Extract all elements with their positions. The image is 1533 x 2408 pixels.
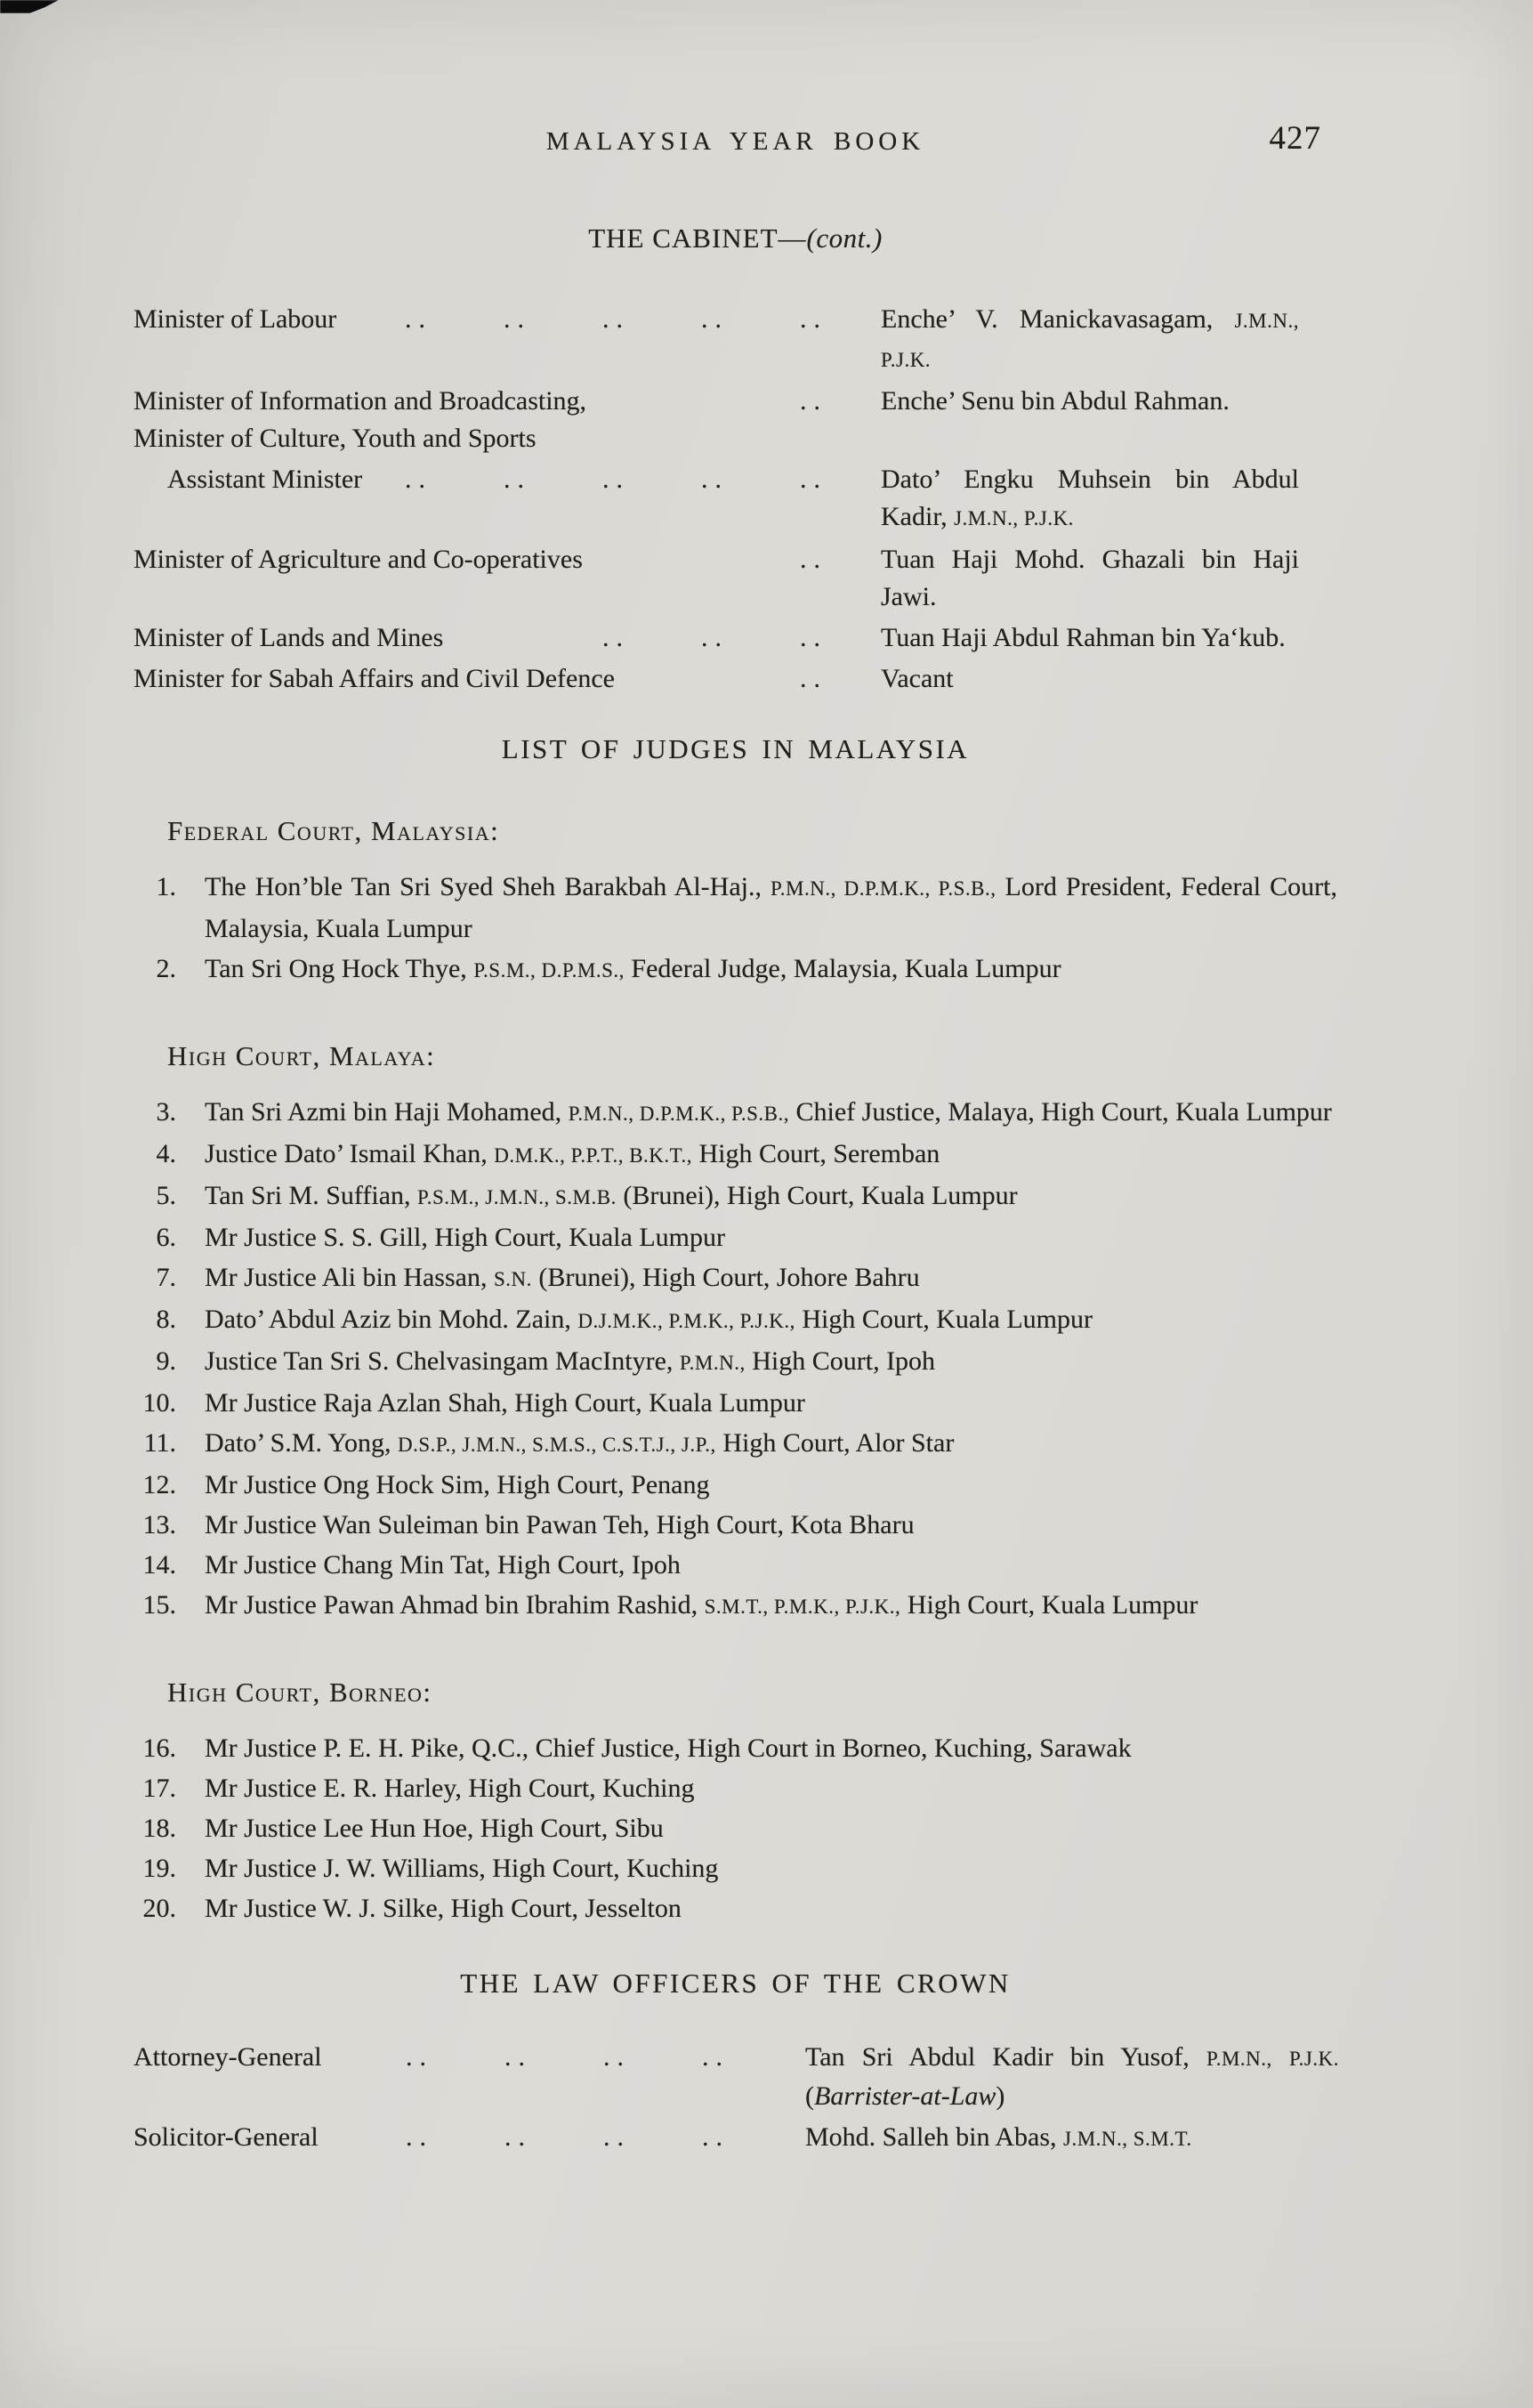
honorific-abbrev: S.N. [493, 1268, 532, 1290]
officer-row [133, 383, 1337, 457]
officeholder-name [805, 2039, 1339, 2115]
office-title: Minister of Labour [133, 304, 337, 334]
entry-text [205, 1134, 1337, 1176]
entry-number: 11. [143, 1428, 176, 1458]
section-heading-law-officers: THE LAW OFFICERS OF THE CROWN [460, 1968, 1011, 1999]
text-segment: Mr Justice E. R. Harley, High Court, Kuching [205, 1774, 695, 1803]
office-line [133, 2039, 756, 2076]
dot-leader [336, 301, 881, 338]
officer-row [133, 2119, 1337, 2158]
entry-text [205, 1423, 1337, 1465]
judge-entry [133, 1768, 1337, 1808]
officer-row [133, 301, 1337, 379]
dot-leader [322, 2039, 756, 2076]
dot-pair: .. [405, 304, 432, 334]
entry-number: 13. [142, 1510, 176, 1539]
entry-number: 10. [142, 1388, 176, 1418]
judge-entry [133, 1465, 1337, 1505]
dot-leader [583, 541, 881, 578]
officer-row [133, 461, 1337, 537]
dot-pair: .. [406, 2042, 433, 2072]
text-segment: Enche’ Senu bin Abdul Rahman. [881, 386, 1230, 416]
dot-pair: .. [504, 304, 531, 334]
judge-entry [133, 1299, 1337, 1341]
office-line [133, 461, 881, 498]
dot-pair: .. [603, 2122, 631, 2152]
entry-text [205, 1176, 1337, 1217]
entry-number: 14. [142, 1550, 176, 1580]
entry-text [205, 1848, 1337, 1888]
office-title: Minister of Information and Broadcasting, [133, 386, 587, 416]
court-heading: Federal Court, Malaysia: [167, 815, 500, 846]
entry-number: 9. [156, 1346, 176, 1376]
dot-pair: .. [800, 623, 827, 652]
text-segment: Tuan Haji Abdul Rahman bin Ya‘kub. [881, 623, 1286, 652]
entry-text [205, 1383, 1337, 1423]
text-segment: High Court, Seremban [692, 1139, 940, 1168]
judge-entry [133, 1423, 1337, 1465]
judges-list [133, 815, 1337, 1928]
honorific-abbrev: D.S.P., J.M.N., S.M.S., C.S.T.J., J.P., [398, 1434, 716, 1456]
honorific-abbrev: J.M.N., P.J.K. [881, 310, 1299, 371]
text-segment: Tan Sri M. Suffian, [205, 1181, 418, 1210]
law-officers-list [133, 2039, 1337, 2158]
text-segment: Mr Justice S. S. Gill, High Court, Kuala Lumpur [205, 1223, 725, 1252]
judge-entries [133, 1728, 1337, 1928]
running-header [133, 0, 1337, 157]
dot-pair: .. [701, 465, 729, 494]
dot-pair: .. [800, 304, 827, 334]
dot-leader [615, 660, 881, 698]
text-segment: Tan Sri Abdul Kadir bin Yusof, [805, 2042, 1206, 2072]
text-segment: High Court, Kuala Lumpur [795, 1305, 1093, 1334]
entry-number: 5. [156, 1181, 176, 1210]
cabinet-heading-cont: (cont.) [806, 222, 883, 254]
office-title-cell [133, 383, 881, 457]
entry-text [205, 1299, 1337, 1341]
entry-number: 20. [142, 1894, 176, 1923]
cabinet-list [133, 301, 1337, 698]
honorific-abbrev: J.M.N., P.J.K. [954, 507, 1074, 529]
office-title-cell [133, 660, 881, 698]
judge-entry [133, 1728, 1337, 1768]
text-segment: Dato’ Abdul Aziz bin Mohd. Zain, [205, 1305, 578, 1334]
dot-pair: .. [701, 623, 729, 652]
text-segment: Chief Justice, Malaya, High Court, Kuala Lumpur [789, 1097, 1332, 1127]
entry-number: 18. [142, 1814, 176, 1843]
judge-entry [133, 1092, 1337, 1134]
text-segment: Dato’ Engku Muhsein bin Abdul Kadir, [881, 465, 1299, 531]
text-segment: Mr Justice Wan Suleiman bin Pawan Teh, High Court, Kota Bharu [205, 1510, 915, 1539]
italic-text: Barrister-at-Law [814, 2081, 996, 2111]
officer-row [133, 619, 1337, 657]
text-segment: Justice Tan Sri S. Chelvasingam MacIntyre, [205, 1346, 680, 1376]
office-title: Attorney-General [133, 2042, 322, 2072]
text-segment: Federal Judge, Malaysia, Kuala Lumpur [624, 954, 1061, 983]
dot-pair: .. [800, 465, 827, 494]
honorific-abbrev: P.M.N., D.P.M.K., P.S.B., [771, 877, 996, 900]
honorific-abbrev: J.M.N., S.M.T. [1063, 2128, 1192, 2150]
judge-entry [133, 1848, 1337, 1888]
court-section [133, 1040, 1337, 1627]
dot-pair: .. [504, 2122, 532, 2152]
entry-text [205, 1505, 1337, 1545]
judge-entry [133, 1545, 1337, 1585]
text-segment [1272, 2042, 1289, 2072]
judge-entry [133, 1383, 1337, 1423]
entry-text [205, 1585, 1337, 1627]
entry-text [205, 1257, 1337, 1299]
entry-number: 8. [156, 1305, 176, 1334]
dot-pair: .. [504, 465, 531, 494]
office-line [133, 619, 881, 657]
text-segment: Tuan Haji Mohd. Ghazali bin Haji Jawi. [881, 545, 1299, 611]
entry-number: 6. [156, 1223, 176, 1252]
judge-entry [133, 1585, 1337, 1627]
section-heading-cabinet [133, 222, 1337, 255]
text-segment: Tan Sri Azmi bin Haji Mohamed, [205, 1097, 569, 1127]
text-segment: High Court, Alor Star [715, 1428, 955, 1458]
office-title-cell [133, 619, 881, 657]
office-line [133, 541, 881, 578]
entry-text [205, 1465, 1337, 1505]
judge-entry [133, 1217, 1337, 1257]
honorific-abbrev: P.M.N., D.P.M.K., P.S.B., [568, 1103, 790, 1125]
text-segment: (Brunei), High Court, Johore Bahru [531, 1263, 920, 1292]
entry-number: 7. [156, 1263, 176, 1292]
text-segment: Mr Justice Chang Min Tat, High Court, Ipoh [205, 1550, 681, 1580]
entry-text [205, 1092, 1337, 1134]
page-number: 427 [1269, 120, 1321, 157]
officeholder-name [881, 301, 1299, 379]
entry-text [205, 1768, 1337, 1808]
text-segment: The Hon’ble Tan Sri Syed Sheh Barakbah Al-Haj., [205, 872, 771, 901]
entry-number: 2. [156, 954, 176, 983]
honorific-abbrev: P.M.N., [679, 1352, 746, 1374]
entry-number: 17. [142, 1774, 176, 1803]
entry-text [205, 1341, 1337, 1383]
dot-pair: .. [702, 2042, 730, 2072]
dot-pair: .. [602, 623, 630, 652]
judge-entries [133, 867, 1337, 990]
entry-text [205, 1545, 1337, 1585]
office-title-cell [133, 541, 881, 578]
court-heading: High Court, Borneo: [167, 1677, 432, 1708]
court-section [133, 815, 1337, 990]
dot-pair: .. [702, 2122, 730, 2152]
text-segment: Mr Justice J. W. Williams, High Court, Kuching [205, 1854, 719, 1883]
officeholder-name [881, 660, 1299, 698]
dot-pair: .. [800, 386, 827, 416]
text-segment: Enche’ V. Manickavasagam, [881, 304, 1235, 334]
office-title: Minister of Lands and Mines [133, 623, 444, 652]
dot-pair: .. [406, 2122, 433, 2152]
text-segment: Mr Justice Lee Hun Hoe, High Court, Sibu [205, 1814, 664, 1843]
text-segment: Mr Justice W. J. Silke, High Court, Jesselton [205, 1894, 682, 1923]
dot-pair: .. [504, 2042, 532, 2072]
text-segment: ) [996, 2081, 1005, 2111]
section-heading-judges: LIST OF JUDGES IN MALAYSIA [501, 733, 970, 764]
judge-entry [133, 867, 1337, 949]
dot-pair: .. [603, 2042, 631, 2072]
dot-pair: .. [800, 664, 827, 693]
judge-entry [133, 949, 1337, 990]
text-segment: Mr Justice P. E. H. Pike, Q.C., Chief Justice, High Court in Borneo, Kuching, Sarawak [205, 1733, 1132, 1763]
honorific-abbrev: D.J.M.K., P.M.K., P.J.K., [577, 1310, 795, 1332]
honorific-abbrev: P.S.M., D.P.M.S., [473, 959, 625, 982]
judge-entry [133, 1176, 1337, 1217]
judge-entries [133, 1092, 1337, 1627]
office-line [133, 420, 881, 457]
entry-text [205, 867, 1337, 949]
office-title-cell [133, 461, 881, 498]
entry-number: 4. [156, 1139, 176, 1168]
officeholder-name [881, 619, 1299, 657]
dot-leader [319, 2119, 756, 2156]
judge-entry [133, 1341, 1337, 1383]
office-line [133, 2119, 756, 2156]
entry-text [205, 1217, 1337, 1257]
text-segment: Mr Justice Ong Hock Sim, High Court, Penang [205, 1470, 710, 1499]
dot-leader [362, 461, 881, 498]
office-title: Minister for Sabah Affairs and Civil Defence [133, 664, 615, 693]
text-segment: Mr Justice Ali bin Hassan, [205, 1263, 494, 1292]
dot-pair: .. [602, 304, 630, 334]
text-segment: Mr Justice Pawan Ahmad bin Ibrahim Rashid, [205, 1590, 705, 1620]
office-line [133, 301, 881, 338]
officeholder-name [881, 461, 1299, 537]
judge-entry [133, 1257, 1337, 1299]
office-title: Minister of Culture, Youth and Sports [133, 424, 537, 453]
text-segment: Mr Justice Raja Azlan Shah, High Court, Kuala Lumpur [205, 1388, 805, 1418]
court-section [133, 1677, 1337, 1928]
entry-text [205, 1888, 1337, 1928]
officer-row [133, 660, 1337, 698]
officer-row [133, 2039, 1337, 2115]
text-segment: (Brunei), High Court, Kuala Lumpur [616, 1181, 1018, 1210]
dot-pair: .. [405, 465, 432, 494]
text-segment: Vacant [881, 664, 954, 693]
office-title-cell [133, 2119, 756, 2156]
judge-entry [133, 1505, 1337, 1545]
office-line [133, 383, 881, 420]
honorific-abbrev: P.J.K. [1288, 2048, 1339, 2070]
officeholder-name [881, 541, 1299, 616]
entry-number: 12. [142, 1470, 176, 1499]
office-title: Minister of Agriculture and Co-operatives [133, 545, 583, 574]
entry-number: 19. [142, 1854, 176, 1883]
dot-leader [443, 619, 881, 657]
entry-text [205, 1808, 1337, 1848]
officeholder-name [805, 2119, 1339, 2158]
office-line [133, 660, 881, 698]
text-segment: High Court, Kuala Lumpur [900, 1590, 1198, 1620]
page-content [133, 0, 1337, 2158]
office-title: Assistant Minister [167, 465, 363, 494]
court-heading: High Court, Malaya: [167, 1040, 436, 1071]
officer-row [133, 541, 1337, 616]
text-segment: Mohd. Salleh bin Abas, [805, 2122, 1063, 2152]
scan-corner-artifact [0, 0, 59, 13]
dot-pair: .. [800, 545, 827, 574]
office-title: Solicitor-General [133, 2122, 319, 2152]
dot-pair: .. [602, 465, 630, 494]
entry-text [205, 1728, 1337, 1768]
honorific-abbrev: D.M.K., P.P.T., B.K.T., [494, 1144, 692, 1167]
judge-entry [133, 1134, 1337, 1176]
honorific-abbrev: S.M.T., P.M.K., P.J.K., [704, 1596, 901, 1618]
honorific-abbrev: P.S.M., J.M.N., S.M.B. [417, 1186, 617, 1208]
text-segment: Tan Sri Ong Hock Thye, [205, 954, 474, 983]
book-title: MALAYSIA YEAR BOOK [545, 127, 925, 156]
office-title-cell [133, 301, 881, 338]
text-segment: Lord President, Federal Court, Malaysia, Kuala Lumpur [205, 872, 1337, 943]
dot-pair: .. [701, 304, 729, 334]
text-segment: Justice Dato’ Ismail Khan, [205, 1139, 495, 1168]
honorific-abbrev: P.M.N., [1206, 2048, 1272, 2070]
entry-number: 15. [142, 1590, 176, 1620]
entry-text [205, 949, 1337, 990]
text-segment: Dato’ S.M. Yong, [205, 1428, 398, 1458]
dot-leader [586, 383, 881, 420]
judge-entry [133, 1888, 1337, 1928]
entry-number: 3. [156, 1097, 176, 1127]
text-segment: High Court, Ipoh [745, 1346, 936, 1376]
judge-entry [133, 1808, 1337, 1848]
cabinet-heading-main: THE CABINET— [588, 222, 807, 254]
text-segment: ( [805, 2081, 814, 2111]
office-title-cell [133, 2039, 756, 2076]
entry-number: 1. [156, 872, 176, 901]
entry-number: 16. [142, 1733, 176, 1763]
officeholder-name [881, 383, 1299, 420]
